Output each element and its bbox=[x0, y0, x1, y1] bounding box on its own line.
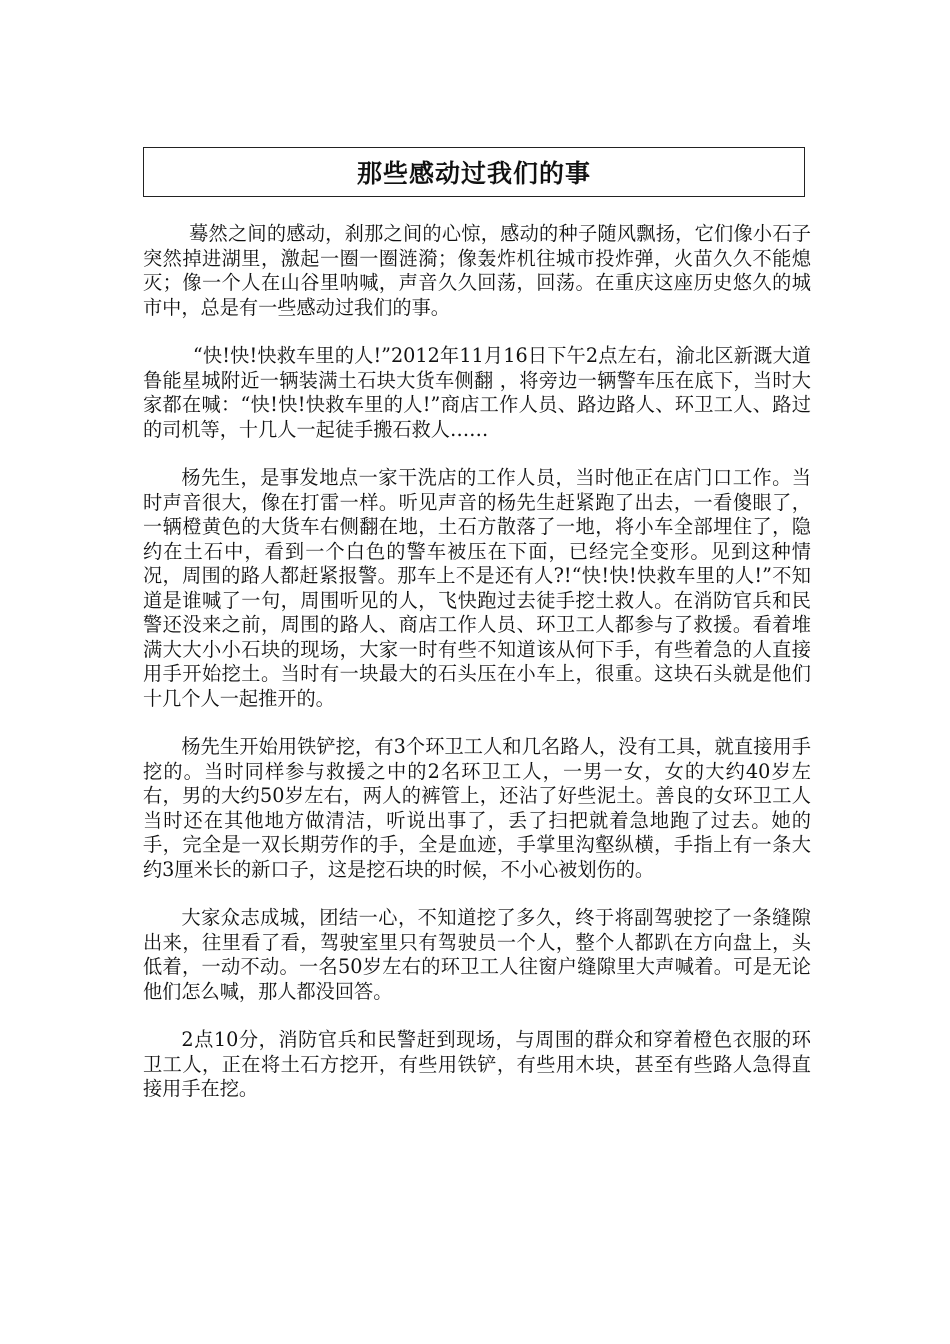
document-title: 那些感动过我们的事 bbox=[356, 159, 591, 188]
paragraph-digging: 杨先生开始用铁铲挖，有3个环卫工人和几名路人，没有工具，就直接用手挖的。当时同样参与救援之中的2名环卫工人，一男一女，女的大约40岁左右，男的大约50岁左右，两人的裤管上，还沾了好些泥土。善良的女环卫工人当时还在其他地方做清洁，听说出事了，丢了扫把就着急地跑了过去。她的手，完全是一双长期劳作的手，全是血迹，手掌里沟壑纵横，手指上有一条大约3厘米长的新口子，这是挖石块的时候，不小心被划伤的。 bbox=[143, 735, 811, 881]
paragraph-rescue-arrives: 2点10分，消防官兵和民警赶到现场，与周围的群众和穿着橙色衣服的环卫工人，正在将土石方挖开，有些用铁铲，有些用木块，甚至有些路人急得直接用手在挖。 bbox=[143, 1028, 811, 1100]
paragraph-accident: “快!快!快救车里的人!”2012年11月16日下午2点左右，渝北区新溉大道鲁能星城附近一辆装满土石块大货车侧翻 ，将旁边一辆警车压在底下，当时大家都在喊：“快!快!快救车里的人!”商店工作人员、路边路人、环卫工人、路过的司机等，十几人一起徒手搬石救人…… bbox=[143, 344, 811, 441]
paragraph-teamwork: 大家众志成城，团结一心，不知道挖了多久，终于将副驾驶挖了一条缝隙出来，往里看了看，驾驶室里只有驾驶员一个人，整个人都趴在方向盘上，头低着，一动不动。一名50岁左右的环卫工人往窗户缝隙里大声喊着。可是无论他们怎么喊，那人都没回答。 bbox=[143, 906, 811, 1003]
paragraph-mr-yang: 杨先生，是事发地点一家干洗店的工作人员，当时他正在店门口工作。当时声音很大，像在打雷一样。听见声音的杨先生赶紧跑了出去，一看傻眼了， 一辆橙黄色的大货车右侧翻在地，土石方散落了一地，将小车全部埋住了，隐约在土石中，看到一个白色的警车被压在下面，已经完全变形。见到这种情况，周围的路人都赶紧报警。那车上不是还有人?!“快!快!快救车里的人!”不知道是谁喊了一句，周围听见的人，飞快跑过去徒手挖土救人。在消防官兵和民警还没来之前，周围的路人、商店工作人员、环卫工人都参与了救援。看着堆满大大小小石块的现场，大家一时有些不知道该从何下手，有些着急的人直接用手开始挖土。当时有一块最大的石头压在小车上，很重。这块石头就是他们十几个人一起推开的。 bbox=[143, 466, 811, 710]
title-box bbox=[143, 147, 805, 197]
article-body bbox=[143, 222, 811, 1126]
paragraph-intro: 蓦然之间的感动，刹那之间的心惊，感动的种子随风飘扬，它们像小石子突然掉进湖里，激起一圈一圈涟漪；像轰炸机往城市投炸弹，火苗久久不能熄灭；像一个人在山谷里呐喊，声音久久回荡，回荡。在重庆这座历史悠久的城市中，总是有一些感动过我们的事。 bbox=[143, 222, 811, 319]
